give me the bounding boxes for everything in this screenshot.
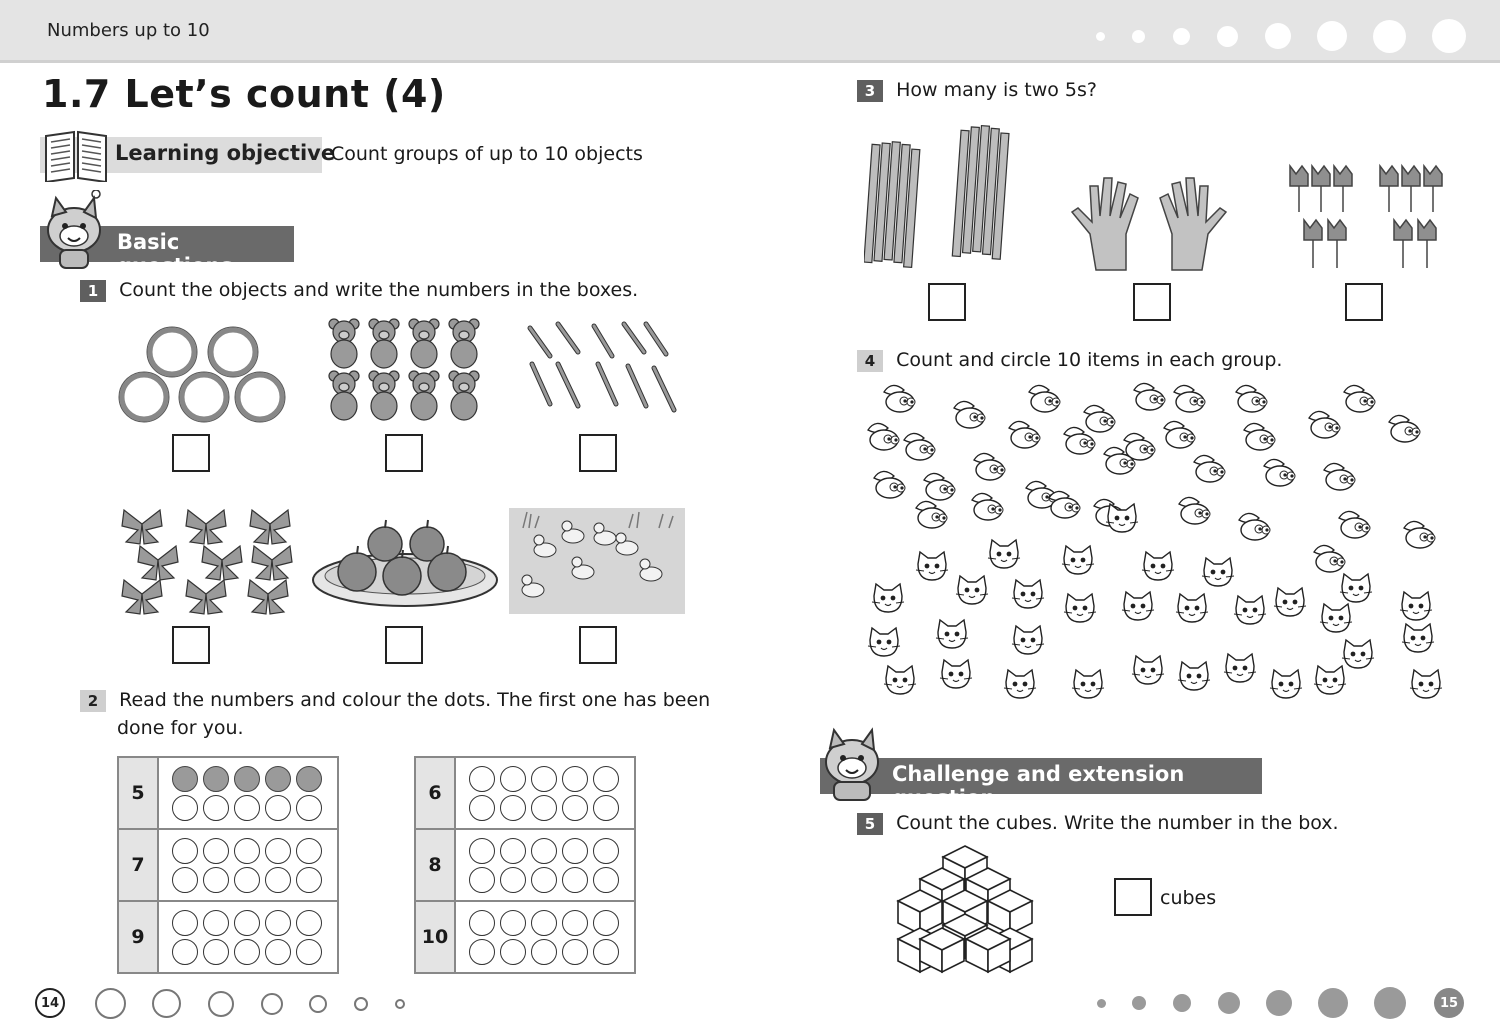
q4-items-field xyxy=(860,380,1460,710)
cat-face-icon xyxy=(1132,656,1164,684)
dot[interactable] xyxy=(500,910,526,936)
dot[interactable] xyxy=(265,939,291,965)
question-5 xyxy=(857,812,1339,835)
dot[interactable] xyxy=(296,795,322,821)
cat-face-icon xyxy=(1224,654,1256,682)
answer-box-hands[interactable] xyxy=(1133,283,1171,321)
cat-face-icon xyxy=(988,540,1020,568)
dot[interactable] xyxy=(234,910,260,936)
bug-icon xyxy=(972,493,1003,520)
question-text: Count the cubes. Write the number in the box. xyxy=(896,812,1339,834)
dot[interactable] xyxy=(531,939,557,965)
dot-row xyxy=(415,757,635,829)
cat-face-icon xyxy=(1410,670,1442,698)
cat-face-icon xyxy=(1004,670,1036,698)
cat-face-icon xyxy=(1400,592,1432,620)
dot[interactable] xyxy=(296,939,322,965)
dot[interactable] xyxy=(265,838,291,864)
bug-icon xyxy=(1064,427,1095,454)
bug-icon xyxy=(868,423,899,450)
question-text: Count and circle 10 items in each group. xyxy=(896,349,1283,371)
bug-icon xyxy=(1324,463,1355,490)
dot-row-number: 5 xyxy=(118,757,158,829)
dot[interactable] xyxy=(562,910,588,936)
bug-icon xyxy=(916,501,947,528)
dot[interactable] xyxy=(296,766,322,792)
bug-icon xyxy=(1179,497,1210,524)
dot[interactable] xyxy=(562,939,588,965)
dot[interactable] xyxy=(296,838,322,864)
dot[interactable] xyxy=(172,795,198,821)
apples-plate-image xyxy=(310,514,500,614)
dot[interactable] xyxy=(469,939,495,965)
dot[interactable] xyxy=(500,766,526,792)
dot[interactable] xyxy=(172,867,198,893)
bug-icon xyxy=(1339,511,1370,538)
ducks-pond-image xyxy=(509,508,685,618)
dot[interactable] xyxy=(265,766,291,792)
question-number: 1 xyxy=(80,280,106,302)
dot[interactable] xyxy=(531,910,557,936)
dot[interactable] xyxy=(172,910,198,936)
question-text: Count the objects and write the numbers in the boxes. xyxy=(119,279,639,301)
dot[interactable] xyxy=(172,939,198,965)
dot[interactable] xyxy=(562,795,588,821)
dot[interactable] xyxy=(234,795,260,821)
cat-face-icon xyxy=(1142,552,1174,580)
bug-icon xyxy=(874,471,905,498)
bug-icon xyxy=(1404,521,1435,548)
question-number: 2 xyxy=(80,690,106,712)
dot-row-number: 8 xyxy=(415,829,455,901)
question-1 xyxy=(80,279,638,302)
dot-row-number: 7 xyxy=(118,829,158,901)
dot[interactable] xyxy=(234,766,260,792)
challenge-label: Challenge and extension question xyxy=(892,762,1185,810)
dot[interactable] xyxy=(531,838,557,864)
dot[interactable] xyxy=(203,838,229,864)
dot[interactable] xyxy=(296,910,322,936)
dot[interactable] xyxy=(265,910,291,936)
bug-icon xyxy=(1084,405,1115,432)
pens-image xyxy=(524,320,680,420)
question-text: Read the numbers and colour the dots. The first one has been xyxy=(119,689,711,711)
dot[interactable] xyxy=(469,867,495,893)
question-number: 5 xyxy=(857,813,883,835)
bug-icon xyxy=(954,401,985,428)
cat-face-icon xyxy=(956,576,988,604)
cat-face-icon xyxy=(1122,592,1154,620)
cat-face-icon xyxy=(1064,594,1096,622)
dot[interactable] xyxy=(203,910,229,936)
dot[interactable] xyxy=(593,867,619,893)
cat-face-icon xyxy=(884,666,916,694)
cat-face-icon xyxy=(1340,574,1372,602)
dot[interactable] xyxy=(296,867,322,893)
dot-table-right xyxy=(414,756,636,974)
question-text: How many is two 5s? xyxy=(896,79,1098,101)
question-2 xyxy=(80,689,710,712)
answer-box-pencils[interactable] xyxy=(928,283,966,321)
dot[interactable] xyxy=(203,867,229,893)
question-4 xyxy=(857,349,1282,372)
cat-face-icon xyxy=(1012,626,1044,654)
dot[interactable] xyxy=(531,766,557,792)
bug-icon xyxy=(1309,411,1340,438)
cat-face-icon xyxy=(1234,596,1266,624)
cubes-image xyxy=(890,840,1040,980)
pencils-image xyxy=(864,124,1014,294)
answer-box-tulips[interactable] xyxy=(1345,283,1383,321)
cat-face-icon xyxy=(1176,594,1208,622)
butterflies-image xyxy=(118,506,298,620)
dot[interactable] xyxy=(531,867,557,893)
dot[interactable] xyxy=(203,766,229,792)
dot-row-number: 10 xyxy=(415,901,455,973)
bug-icon xyxy=(1029,385,1060,412)
question-number: 3 xyxy=(857,80,883,102)
dot[interactable] xyxy=(593,939,619,965)
answer-box-cubes[interactable] xyxy=(1114,878,1152,916)
dot[interactable] xyxy=(203,939,229,965)
dot[interactable] xyxy=(500,867,526,893)
answer-box-apples[interactable] xyxy=(385,626,423,664)
cat-face-icon xyxy=(940,660,972,688)
dot[interactable] xyxy=(265,867,291,893)
bug-icon xyxy=(1236,385,1267,412)
cat-face-icon xyxy=(1072,670,1104,698)
hands-image xyxy=(1068,172,1230,278)
dot[interactable] xyxy=(234,838,260,864)
question-text-continued: done for you. xyxy=(117,717,244,739)
cat-face-icon xyxy=(1320,604,1352,632)
cat-face-icon xyxy=(1062,546,1094,574)
dot-row xyxy=(118,757,338,829)
dot[interactable] xyxy=(562,766,588,792)
page-number-right: 15 xyxy=(1434,988,1464,1018)
dot[interactable] xyxy=(469,910,495,936)
objective-text: Count groups of up to 10 objects xyxy=(331,143,643,165)
cat-face-icon xyxy=(1402,624,1434,652)
dot[interactable] xyxy=(469,838,495,864)
bug-icon xyxy=(974,453,1005,480)
dot[interactable] xyxy=(234,939,260,965)
cat-face-icon xyxy=(1274,588,1306,616)
dot[interactable] xyxy=(500,795,526,821)
tulips-image xyxy=(1286,162,1446,276)
rings-image xyxy=(118,325,286,429)
bug-icon xyxy=(1244,423,1275,450)
dot[interactable] xyxy=(234,867,260,893)
cat-face-icon xyxy=(1270,670,1302,698)
cat-face-icon xyxy=(1178,662,1210,690)
bug-icon xyxy=(904,433,935,460)
bug-icon xyxy=(1194,455,1225,482)
page-number-left: 14 xyxy=(35,988,65,1018)
mascot-icon xyxy=(38,190,112,278)
cat-face-icon xyxy=(1202,558,1234,586)
dot[interactable] xyxy=(593,795,619,821)
dot[interactable] xyxy=(593,910,619,936)
dot-row xyxy=(415,901,635,973)
dot-table-left xyxy=(117,756,339,974)
bug-icon xyxy=(1009,421,1040,448)
question-number: 4 xyxy=(857,350,883,372)
dot-row-number: 6 xyxy=(415,757,455,829)
bug-icon xyxy=(1049,491,1080,518)
dot[interactable] xyxy=(593,838,619,864)
cat-face-icon xyxy=(916,552,948,580)
basic-questions-label: Basic questions xyxy=(117,230,233,278)
bug-icon xyxy=(1164,421,1195,448)
dot[interactable] xyxy=(469,795,495,821)
dot[interactable] xyxy=(500,838,526,864)
dot[interactable] xyxy=(562,838,588,864)
dot[interactable] xyxy=(531,795,557,821)
cat-face-icon xyxy=(1012,580,1044,608)
cat-face-icon xyxy=(868,628,900,656)
dot[interactable] xyxy=(172,766,198,792)
cat-face-icon xyxy=(872,584,904,612)
dot-row xyxy=(118,829,338,901)
answer-box-pens[interactable] xyxy=(579,434,617,472)
cat-face-icon xyxy=(1342,640,1374,668)
bug-icon xyxy=(1314,545,1345,572)
objective-label: Learning objective xyxy=(115,141,336,165)
dot[interactable] xyxy=(562,867,588,893)
dot-row xyxy=(118,901,338,973)
answer-box-bears[interactable] xyxy=(385,434,423,472)
teddy-bears-image xyxy=(322,316,490,428)
dot[interactable] xyxy=(172,838,198,864)
mascot-icon xyxy=(816,722,890,810)
answer-box-butterflies[interactable] xyxy=(172,626,210,664)
book-icon xyxy=(42,128,110,186)
cat-face-icon xyxy=(1106,504,1138,532)
dot[interactable] xyxy=(265,795,291,821)
answer-box-ducks[interactable] xyxy=(579,626,617,664)
bug-icon xyxy=(1264,459,1295,486)
cat-face-icon xyxy=(1314,666,1346,694)
dot[interactable] xyxy=(500,939,526,965)
bug-icon xyxy=(1239,513,1270,540)
bug-icon xyxy=(884,385,915,412)
dot-row-number: 9 xyxy=(118,901,158,973)
dot[interactable] xyxy=(469,766,495,792)
header-title: Numbers up to 10 xyxy=(47,20,210,41)
answer-box-rings[interactable] xyxy=(172,434,210,472)
cat-face-icon xyxy=(936,620,968,648)
lesson-title: 1.7 Let’s count (4) xyxy=(42,72,446,116)
bug-icon xyxy=(1174,385,1205,412)
cubes-unit-label: cubes xyxy=(1160,887,1217,909)
bug-icon xyxy=(1389,415,1420,442)
dot[interactable] xyxy=(593,766,619,792)
bug-icon xyxy=(924,473,955,500)
dot-row xyxy=(415,829,635,901)
bug-icon xyxy=(1134,383,1165,410)
question-3 xyxy=(857,79,1097,102)
bug-icon xyxy=(1344,385,1375,412)
dot[interactable] xyxy=(203,795,229,821)
